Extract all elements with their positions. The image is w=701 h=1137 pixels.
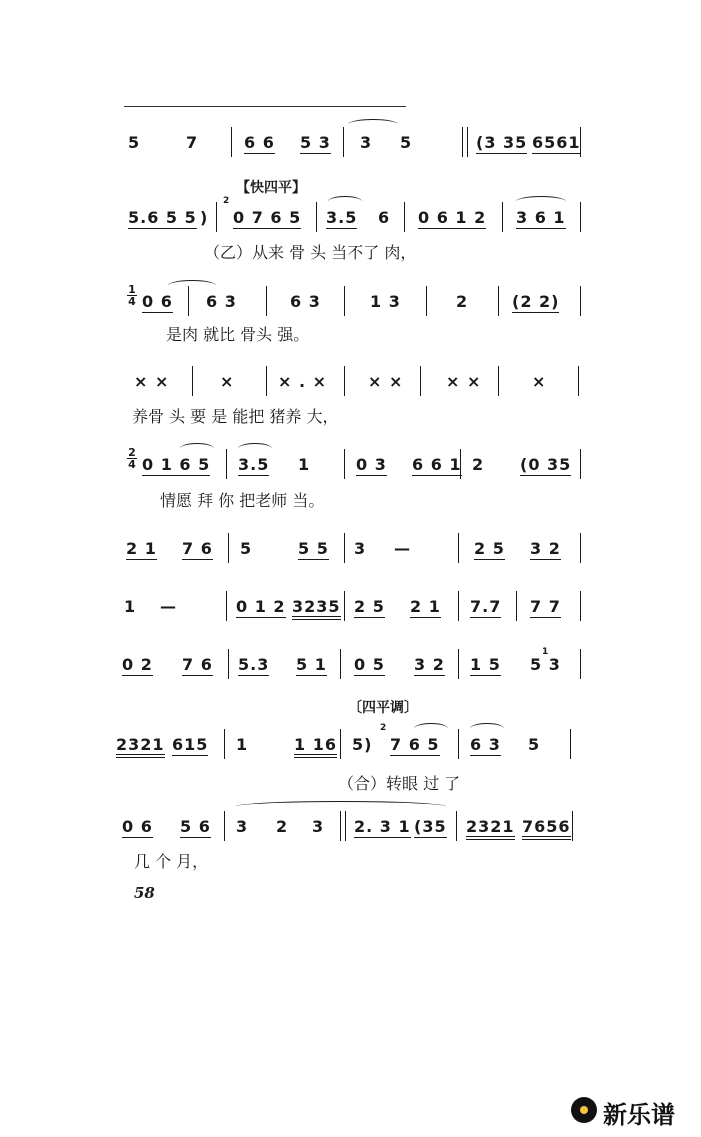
tie-arc [168,280,216,291]
close-paren: ) [200,208,209,227]
bar-line [502,202,503,232]
score-line-8 [0,647,701,695]
bar-line [344,366,345,396]
note-group: 0 7 6 5 [233,208,302,227]
note-group: 1 3 [370,292,401,311]
bar-line [580,449,581,479]
note: 3 [354,539,367,558]
score-line-5 [0,446,701,495]
grace-note: 2 [223,196,230,206]
note-group: 2 1 [410,597,441,616]
bar-line [580,127,581,157]
bar-line [216,202,217,232]
bar-line [344,591,345,621]
rhythm-beat: × × [134,372,170,391]
note: 6 [378,208,391,227]
note-group: 3.5 [326,208,358,227]
bar-line [224,729,225,759]
note-group: 5 6 [180,817,211,836]
note-group: 5 3 [300,133,331,152]
note-group: 2. 3 1 [354,817,411,836]
bar-line [498,366,499,396]
score-line-9 [0,723,701,775]
note-group: 2 5 [354,597,385,616]
note-group: 5 1 [296,655,327,674]
sustain-dash: — [160,597,177,616]
tie-arc [328,196,362,207]
tie-arc [236,801,446,812]
score-line-3 [0,283,701,332]
page-number: 58 [134,884,155,902]
note: 1 [298,455,311,474]
note-group: 7 6 5 [390,735,440,754]
note-group: (2 2) [512,292,560,311]
lyric-line-9: （合）转眼 过 了 [338,774,461,793]
bar-line [580,202,581,232]
note-group: 6 6 [244,133,275,152]
bar-line [572,811,573,841]
bar-line [226,449,227,479]
tie-arc [414,723,448,734]
note-group: 3 6 1 [516,208,566,227]
note-group: 6 3 [290,292,321,311]
bar-line [570,729,571,759]
bar-line [340,729,341,759]
grace-note: 1 [542,647,549,657]
bar-line [498,286,499,316]
bar-line [458,533,459,563]
note-group: 2321 [116,735,165,758]
note-group: 3.5 [238,455,270,474]
note: 3 [312,817,325,836]
close-paren-note: 5) [352,735,373,754]
note-group: 5 5 [298,539,329,558]
lyric-line-4: 养骨 头 要 是 能把 猪养 大， [132,407,339,426]
note: 2 [472,455,485,474]
tie-arc [180,443,214,454]
bar-line [516,591,517,621]
note: 2 [276,817,289,836]
double-bar-line [462,127,468,157]
bar-line [224,811,225,841]
note-group: 3 2 [414,655,445,674]
note-group: 5.6 5 5 [128,208,197,227]
bar-line [228,533,229,563]
lyric-line-2: （乙）从来 骨 头 当不了 肉， [204,243,417,262]
note-group: 0 3 [356,455,387,474]
vinyl-disc-icon [571,1097,597,1123]
bar-line [458,649,459,679]
note-group: 7.7 [470,597,502,616]
score-line-4 [0,372,701,412]
bar-line [456,811,457,841]
note-group: 6 3 [470,735,501,754]
note: 5 [240,539,253,558]
note-group: (3 35 [476,133,528,152]
bar-line [226,591,227,621]
note: 1 [236,735,249,754]
note-group: 5.3 [238,655,270,674]
rhythm-beat: × . × [278,372,328,391]
note-group: 0 6 [122,817,153,836]
bar-line [426,286,427,316]
double-bar-line [340,811,346,841]
sustain-dash: — [394,539,411,558]
note-group: 1 16 [294,735,337,758]
score-line-10 [0,817,701,857]
bar-line [340,649,341,679]
bar-line [316,202,317,232]
score-line-7 [0,597,701,637]
note-group: 5 3 [530,655,561,674]
note-group: 7 6 [182,539,213,558]
lyric-line-10: 几 个 月， [134,852,209,871]
note-group: 1 5 [470,655,501,674]
bar-line [344,286,345,316]
top-slur-line [124,106,406,107]
rhythm-beat: × [220,372,235,391]
note-group: 615 [172,735,209,754]
bar-line [228,649,229,679]
note-group: 0 1 6 5 [142,455,211,474]
bar-line [578,366,579,396]
logo-text: 新乐谱 [603,1101,675,1129]
bar-line [420,366,421,396]
site-logo [571,1092,691,1128]
note-group: 6 6 1 [412,455,462,474]
section-label-siping-diao: 〔四平调〕 [348,700,418,716]
grace-note: 2 [380,723,387,733]
bar-line [231,127,232,157]
rhythm-beat: × × [446,372,482,391]
note-group: 0 2 [122,655,153,674]
bar-line [458,591,459,621]
bar-line [458,729,459,759]
bar-line [460,449,461,479]
note-group: 7 6 [182,655,213,674]
note-group: 3 2 [530,539,561,558]
score-line-6 [0,539,701,579]
note-group: 0 1 2 [236,597,286,616]
time-signature: $\frac{2}{4}$ [128,446,136,471]
score-line-1 [0,133,701,173]
note-group: 7656 [522,817,571,840]
bar-line [404,202,405,232]
note: 3 [360,133,373,152]
bar-line [266,286,267,316]
lyric-line-5: 情愿 拜 你 把老师 当。 [160,491,325,510]
note-group: (0 35 [520,455,572,474]
tie-arc [348,119,398,130]
note: 2 [456,292,469,311]
lyric-line-3: 是肉 就比 骨头 强。 [166,325,310,344]
section-label-fast-siping: 【快四平】 [236,180,306,196]
note-group: 2321 [466,817,515,840]
bar-line [580,591,581,621]
note-group: 2 5 [474,539,505,558]
note-group: 3235 [292,597,341,620]
bar-line [344,533,345,563]
rhythm-beat: × × [368,372,404,391]
tie-arc [238,443,272,454]
bar-line [344,449,345,479]
rhythm-beat: × [532,372,547,391]
bar-line [192,366,193,396]
note-group: 0 6 [142,292,173,311]
note-group: 7 7 [530,597,561,616]
time-signature: $\frac{1}{4}$ [128,283,136,308]
note: 1 [124,597,137,616]
note-group: 6561 [532,133,581,152]
note-group: 0 5 [354,655,385,674]
tie-arc [470,723,504,734]
note: 5 [528,735,541,754]
note: 5 [128,133,141,152]
note-group: 6 3 [206,292,237,311]
bar-line [580,649,581,679]
note-group: (35 [414,817,447,836]
bar-line [266,366,267,396]
note-group: 2 1 [126,539,157,558]
bar-line [580,533,581,563]
tie-arc [516,196,566,207]
bar-line [580,286,581,316]
note: 3 [236,817,249,836]
note: 7 [186,133,199,152]
bar-line [343,127,344,157]
note-group: 0 6 1 2 [418,208,487,227]
note: 5 [400,133,413,152]
